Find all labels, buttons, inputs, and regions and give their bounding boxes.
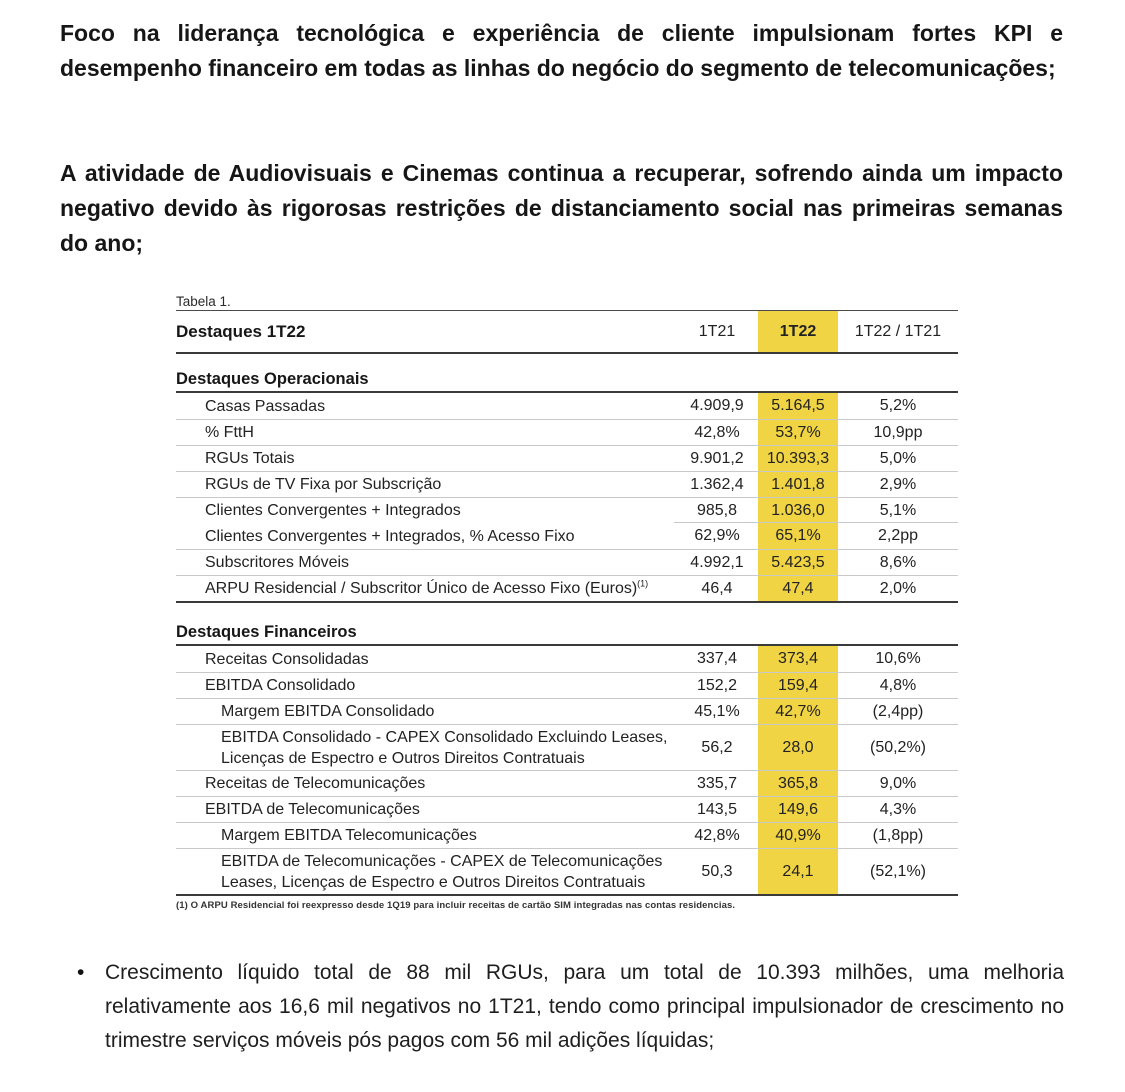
table-header-row — [176, 311, 958, 354]
table-row: Clientes Convergentes + Integrados 985,8 1.036,0 5,1% — [176, 497, 958, 523]
column-header-variation: 1T22 / 1T21 — [854, 322, 942, 340]
table-row: RGUs Totais 9.901,2 10.393,3 5,0% — [176, 445, 958, 471]
table-footnote: (1) O ARPU Residencial foi reexpresso desde 1Q19 para incluir receitas de cartão SIM integradas nas contas residencias. — [176, 900, 736, 911]
table-row: ARPU Residencial / Subscritor Único de Acesso Fixo (Euros)$^{(1)}$ 46,4 47,4 2,0% — [176, 575, 958, 601]
column-header-1t21: 1T21 — [698, 322, 736, 340]
table-row: Margem EBITDA Consolidado 45,1% 42,7% (2,4pp) — [176, 698, 958, 724]
intro-heading-audiovisuais: A atividade de Audiovisuais e Cinemas continua a recuperar, sofrendo ainda um impacto negativo devido às rigorosas restrições de distanciamento social nas primeiras semanas do ano; — [60, 160, 1063, 256]
table-row: Margem EBITDA Telecomunicações 42,8% 40,9% (1,8pp) — [176, 822, 958, 848]
section-rows-financeiros — [176, 646, 958, 896]
table-row: RGUs de TV Fixa por Subscrição 1.362,4 1.401,8 2,9% — [176, 471, 958, 497]
footnote-reference: (1) — [637, 578, 649, 589]
table-row: EBITDA de Telecomunicações - CAPEX de Telecomunicações Leases, Licenças de Espectro e Outros Direitos Contratuais 50,3 24,1 (52,1%) — [176, 848, 958, 894]
table-row: Receitas Consolidadas 337,4 373,4 10,6% — [176, 646, 958, 672]
table-row: EBITDA Consolidado 152,2 159,4 4,8% — [176, 672, 958, 698]
table-caption: Tabela 1. — [176, 293, 958, 311]
highlights-table — [176, 293, 958, 911]
table-row: Subscritores Móveis 4.992,1 5.423,5 8,6% — [176, 549, 958, 575]
table-title: Destaques 1T22 — [176, 321, 306, 341]
section-rows-operacionais — [176, 393, 958, 603]
table-row: Clientes Convergentes + Integrados, % Acesso Fixo 62,9% 65,1% 2,2pp — [176, 523, 958, 549]
table-row: EBITDA Consolidado - CAPEX Consolidado Excluindo Leases, Licenças de Espectro e Outros Direitos Contratuais 56,2 28,0 (50,2%) — [176, 724, 958, 770]
table-row: EBITDA de Telecomunicações 143,5 149,6 4,3% — [176, 796, 958, 822]
table-row: Receitas de Telecomunicações 335,7 365,8 9,0% — [176, 770, 958, 796]
column-header-1t22: 1T22 — [758, 311, 838, 352]
intro-heading-telecom: Foco na liderança tecnológica e experiência de cliente impulsionam fortes KPI e desempenho financeiro em todas as linhas do negócio do segmento de telecomunicações; — [60, 20, 1063, 81]
table-row: Casas Passadas 4.909,9 5.164,5 5,2% — [176, 393, 958, 419]
row-label: ARPU Residencial / Subscritor Único de Acesso Fixo (Euros) — [205, 580, 638, 597]
bullet-text: Crescimento líquido total de 88 mil RGUs, para um total de 10.393 milhões, uma melhoria relativamente aos 16,6 mil negativos no 1T21, tendo como principal impulsionador de crescimento no trimestre serviços móveis pós pagos com 56 mil adições líquidas; — [105, 961, 1064, 1052]
bullet-icon: • — [77, 961, 85, 984]
bullet-item — [60, 956, 1064, 1058]
table-row: % FttH 42,8% 53,7% 10,9pp — [176, 419, 958, 445]
section-header-financeiros: Destaques Financeiros — [176, 619, 958, 646]
section-header-operacionais: Destaques Operacionais — [176, 366, 958, 393]
